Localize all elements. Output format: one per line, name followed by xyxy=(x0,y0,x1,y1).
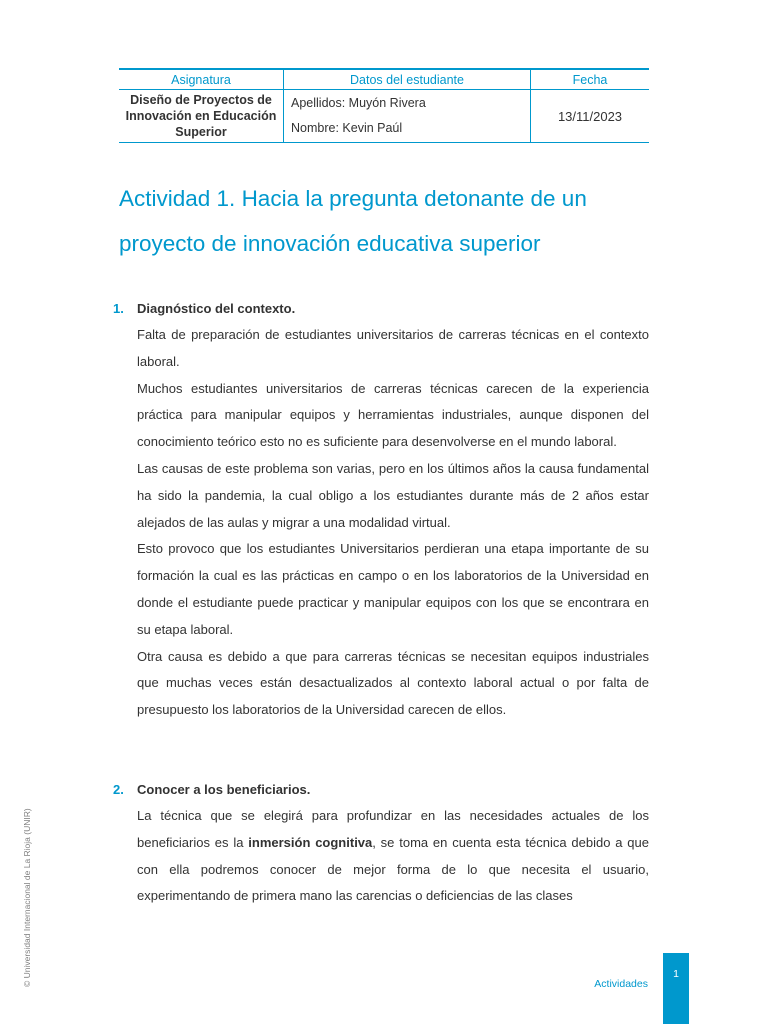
emphasis-text: inmersión cognitiva xyxy=(248,834,373,850)
header-table xyxy=(119,68,649,143)
section-number: 2. xyxy=(113,782,124,797)
header-row xyxy=(119,69,649,90)
paragraph: Muchos estudiantes universitarios de carreras técnicas carecen de la experiencia práctica para manipular equipos y herramientas industriales, aunque disponen del conocimiento teórico esto no es suficiente para desenvolverse en el mundo laboral. xyxy=(137,380,649,450)
date-cell: 13/11/2023 xyxy=(531,90,650,143)
page-title: Actividad 1. Hacia la pregunta detonante de un proyecto de innovación educativa superior xyxy=(119,186,587,256)
section-2 xyxy=(113,776,649,910)
paragraph: Las causas de este problema son varias, pero en los últimos años la causa fundamental ha sido la pandemia, la cual obligo a los estudiantes durante más de 2 años estar alejados de las aulas y migrar a una modalidad virtual. xyxy=(137,460,649,530)
copyright-notice: © Universidad Internacional de La Rioja (UNIR) xyxy=(22,808,32,987)
paragraph: Otra causa es debido a que para carreras técnicas se necesitan equipos industriales que muchas veces están desactualizados al contexto laboral actual o por falta de presupuesto los laboratorios de la Universidad carecen de ellos. xyxy=(137,648,649,718)
col-date-header: Fecha xyxy=(531,69,650,90)
student-cell xyxy=(284,90,531,143)
section-1 xyxy=(113,295,649,724)
page-number-tab xyxy=(663,953,689,1024)
paragraph: Esto provoco que los estudiantes Universitarios perdieran una etapa importante de su formación la cual es las prácticas en campo o en los laboratorios de la Universidad en donde el estudiante puede practicar y manipular equipos con los que se encontrara en su etapa laboral. xyxy=(137,541,649,637)
section-title: Diagnóstico del contexto. xyxy=(137,301,296,316)
page-number: 1 xyxy=(673,968,679,980)
col-student-header: Datos del estudiante xyxy=(284,69,531,90)
subject-cell: Diseño de Proyectos de Innovación en Educación Superior xyxy=(119,90,284,143)
section-heading xyxy=(113,295,649,322)
footer-label: Actividades xyxy=(594,978,648,990)
paragraph xyxy=(137,803,649,910)
data-row xyxy=(119,90,649,143)
paragraph: Falta de preparación de estudiantes universitarios de carreras técnicas en el contexto laboral. xyxy=(137,327,649,369)
text-run: La técnica que se elegirá para profundizar en las necesidades actuales de los beneficiarios es la xyxy=(137,808,649,850)
surname-line: Apellidos: Muyón Rivera xyxy=(291,96,426,110)
section-heading xyxy=(113,776,649,803)
section-title: Conocer a los beneficiarios. xyxy=(137,782,311,797)
col-subject-header: Asignatura xyxy=(119,69,284,90)
section-number: 1. xyxy=(113,301,124,316)
text-run: , se toma en cuenta esta técnica debido a que con ella podremos conocer de mejor forma de lo que necesita el usuario, experimentando de primera mano las carencias o deficiencias de las clases xyxy=(137,834,649,904)
name-line: Nombre: Kevin Paúl xyxy=(291,121,403,135)
